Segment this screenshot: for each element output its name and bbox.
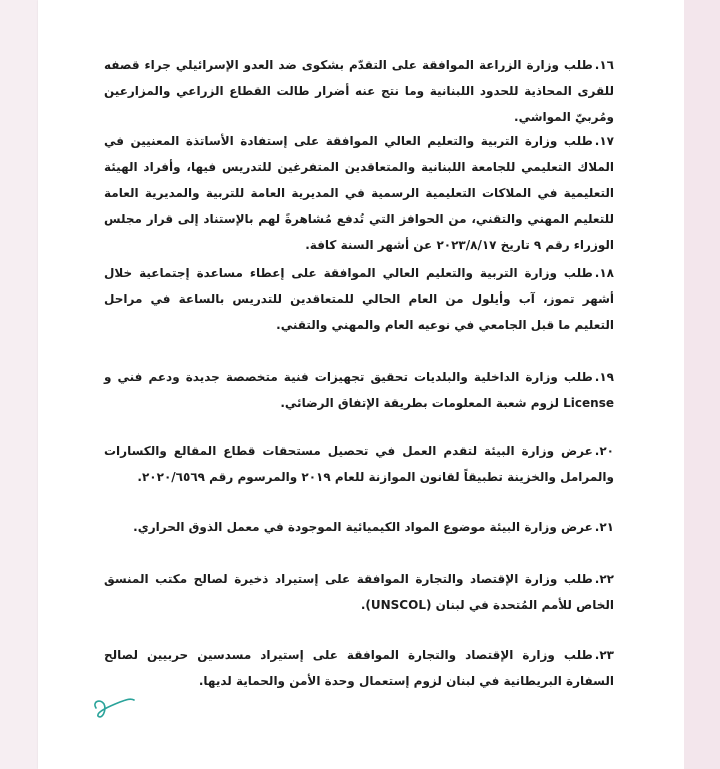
item-number: ١٧. xyxy=(594,134,614,148)
item-text: طلب وزارة الداخلية والبلديات تحقيق تجهيزات فنية متخصصة جديدة ودعم فني و License لزوم شعبة المعلومات بطريقة الإتفاق الرضائي. xyxy=(104,370,614,410)
item-text: عرض وزارة البيئة موضوع المواد الكيميائية الموجودة في معمل الذوق الحراري. xyxy=(133,520,593,534)
item-text: طلب وزارة الإقتصاد والتجارة الموافقة على إستيراد مسدسين حربيين لصالح السفارة البريطانية في لبنان لزوم إستعمال وحدة الأمن والحماية لديها. xyxy=(104,648,614,688)
item-number: ٢٢. xyxy=(594,572,614,586)
list-item-21 xyxy=(104,514,614,540)
list-item-17 xyxy=(104,128,614,258)
page-edge xyxy=(684,0,720,769)
list-item-22 xyxy=(104,566,614,618)
item-number: ١٨. xyxy=(594,266,614,280)
list-item-19 xyxy=(104,364,614,416)
item-text: طلب وزارة الإقتصاد والتجارة الموافقة على إستيراد ذخيرة لصالح مكتب المنسق الخاص للأمم المُتحدة في لبنان (UNSCOL). xyxy=(104,572,614,612)
item-number: ٢٠. xyxy=(594,444,614,458)
item-text: طلب وزارة التربية والتعليم العالي الموافقة على إستفادة الأساتذة المعنيين في الملاك التعليمي للجامعة اللبنانية والمتعاقدين المتفرغين للتدريس فيها، وأفراد الهيئة التعليمية في الملاكات التعليمية الرسمية في المديرية العامة للتربية والمديرية العامة للتعليم المهني والتقني، من الحوافز التي تُدفع مُشاهرةً لهم بالإستناد إلى قرار مجلس الوزراء رقم ٩ تاريخ ٢٠٢٣/٨/١٧ عن أشهر السنة كافة. xyxy=(104,134,614,252)
list-item-16 xyxy=(104,52,614,130)
item-text: طلب وزارة التربية والتعليم العالي الموافقة على إعطاء مساعدة إجتماعية خلال أشهر تموز، آب وأيلول من العام الحالي للمتعاقدين للتدريس بالساعة في مراحل التعليم ما قبل الجامعي في نوعيه العام والمهني والتقني. xyxy=(104,266,614,332)
list-item-23 xyxy=(104,642,614,694)
list-item-18 xyxy=(104,260,614,338)
item-number: ١٩. xyxy=(594,370,614,384)
signature-mark xyxy=(86,690,142,730)
item-number: ٢١. xyxy=(594,520,614,534)
item-number: ١٦. xyxy=(594,58,614,72)
item-text: طلب وزارة الزراعة الموافقة على التقدّم بشكوى ضد العدو الإسرائيلي جراء قصفه للقرى المحاذية للحدود اللبنانية وما نتج عنه أضرار طالت القطاع الزراعي والمزارعين ومُربيّ المواشي. xyxy=(104,58,614,124)
list-item-20 xyxy=(104,438,614,490)
item-number: ٢٣. xyxy=(594,648,614,662)
item-text: عرض وزارة البيئة لتقدم العمل في تحصيل مستحقات قطاع المقالع والكسارات والمرامل والخزينة تطبيقاً لقانون الموازنة للعام ٢٠١٩ والمرسوم رقم ٢٠٢٠/٦٥٦٩. xyxy=(104,444,614,484)
